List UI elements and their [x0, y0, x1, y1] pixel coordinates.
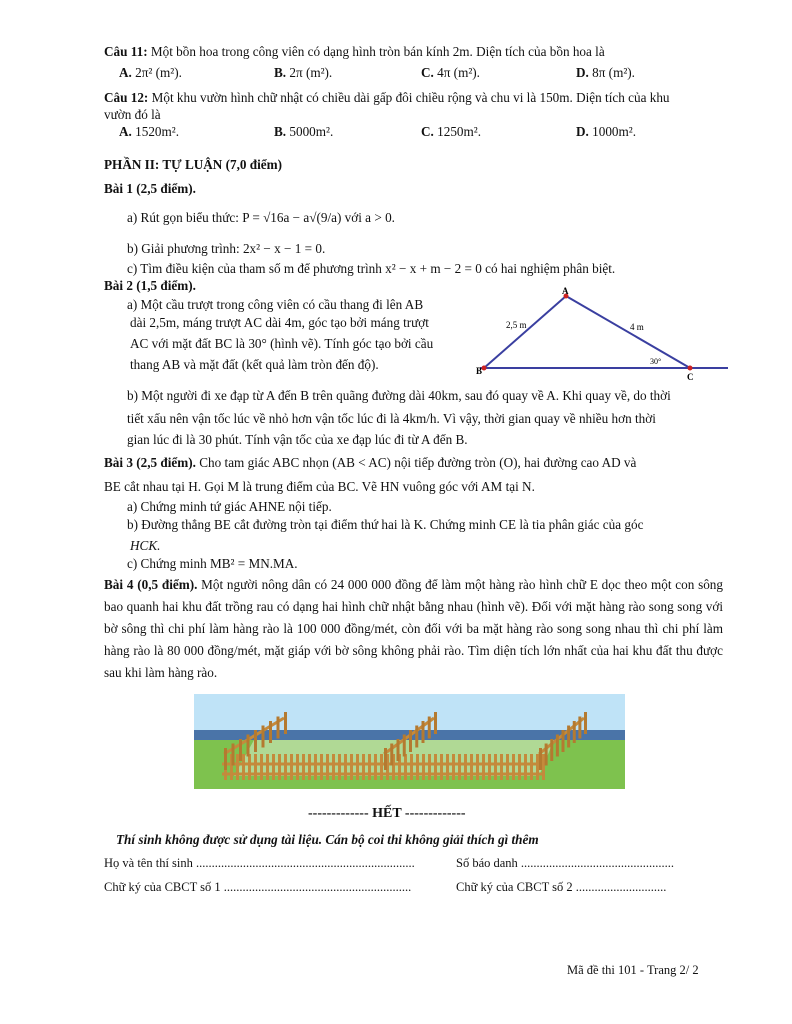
bai2-a-line2: dài 2,5m, máng trượt AC dài 4m, góc tạo bởi máng trượt — [130, 315, 429, 330]
fence-picket — [416, 754, 419, 780]
option-letter: C. — [421, 65, 434, 80]
fence-picket — [390, 744, 393, 766]
fence-picket — [296, 754, 299, 780]
fence-picket — [500, 754, 503, 780]
page-footer: Mã đề thi 101 - Trang 2/ 2 — [567, 963, 699, 977]
fence-picket — [224, 748, 227, 770]
fence-picket — [403, 735, 406, 757]
bai2-a-line1: a) Một cầu trượt trong công viên có cầu thang đi lên AB — [127, 297, 424, 312]
fence-picket — [494, 754, 497, 780]
bai3-part-a: a) Chứng minh tứ giác AHNE nội tiếp. — [127, 499, 332, 514]
part2-title: PHẦN II: TỰ LUẬN (7,0 điểm) — [104, 157, 283, 172]
fence-picket — [422, 754, 425, 780]
fence-picket — [356, 754, 359, 780]
bai3-line1 — [104, 455, 636, 471]
fence-picket — [482, 754, 485, 780]
angle-label: 30° — [650, 357, 662, 366]
fence-picket — [272, 754, 275, 780]
fence-picket — [452, 754, 455, 780]
fence-picket — [518, 754, 521, 780]
option-value: 5000m². — [289, 124, 334, 139]
option-value: 1520m². — [135, 124, 180, 139]
q12-option-d — [576, 124, 636, 140]
segment-ac — [566, 296, 690, 368]
option-value: 4π (m²). — [437, 65, 480, 80]
fence-picket — [284, 754, 287, 780]
proctor2-signature-field[interactable]: Chữ ký của CBCT số 2 ............................. — [456, 880, 667, 894]
candidate-name-field[interactable]: Họ và tên thí sinh ...................................................................... — [104, 856, 415, 870]
fence-picket — [434, 754, 437, 780]
option-letter: B. — [274, 124, 287, 139]
q12-option-a — [119, 124, 179, 140]
fence-picket — [476, 754, 479, 780]
option-letter: D. — [576, 65, 589, 80]
fence-picket — [536, 754, 539, 780]
fence-picket — [239, 739, 242, 761]
fence-picket — [248, 754, 251, 780]
fence-picket — [446, 754, 449, 780]
label-c: C — [687, 372, 694, 382]
fence-picket — [262, 726, 265, 748]
fence-picket — [578, 717, 581, 739]
fence-picket — [397, 739, 400, 761]
length-ac: 4 m — [630, 322, 644, 332]
fence-picket — [277, 717, 280, 739]
bai4-title: Bài 4 (0,5 điểm). — [104, 577, 198, 592]
fence-picket — [247, 735, 250, 757]
fence-picket — [542, 754, 545, 780]
fence-picket — [269, 721, 272, 743]
option-value: 2π (m²). — [289, 65, 333, 80]
fence-picket — [464, 754, 467, 780]
fence-picket — [368, 754, 371, 780]
q12-option-b — [274, 124, 333, 140]
bai2-title: Bài 2 (1,5 điểm). — [104, 278, 196, 293]
fence-picket — [362, 754, 365, 780]
fence-picket — [290, 754, 293, 780]
end-marker: ------------- HẾT ------------- — [308, 806, 466, 821]
fence-picket — [384, 748, 387, 770]
fence-picket — [254, 754, 257, 780]
bai2-a-line3: AC với mặt đất BC là 30° (hình vẽ). Tính góc tạo bởi cầu — [130, 336, 434, 351]
option-letter: D. — [576, 124, 589, 139]
bai3-part-b2: HCK. — [130, 538, 161, 553]
q11-option-d — [576, 65, 635, 81]
fence-picket — [434, 712, 437, 734]
point-c — [688, 366, 693, 371]
fence-picket — [428, 754, 431, 780]
fence-illustration — [194, 694, 625, 789]
fence-picket — [260, 754, 263, 780]
fence-picket — [530, 754, 533, 780]
fence-picket — [320, 754, 323, 780]
option-value: 8π (m²). — [592, 65, 635, 80]
bai3-part-c: c) Chứng minh MB² = MN.MA. — [127, 556, 298, 571]
fence-picket — [338, 754, 341, 780]
slide-triangle-figure — [470, 284, 732, 384]
fence-picket — [236, 754, 239, 780]
bai3-text1: Cho tam giác ABC nhọn (AB < AC) nội tiếp đường tròn (O), hai đường cao AD và — [199, 455, 637, 470]
fence-picket — [415, 726, 418, 748]
fence-picket — [422, 721, 425, 743]
length-ab: 2,5 m — [506, 320, 527, 330]
fence-picket — [428, 717, 431, 739]
q12-question — [104, 90, 670, 106]
label-a: A — [562, 286, 569, 296]
fence-picket — [573, 721, 576, 743]
option-letter: A. — [119, 124, 132, 139]
q11-option-b — [274, 65, 332, 81]
q12-option-c — [421, 124, 481, 140]
fence-picket — [410, 754, 413, 780]
option-letter: A. — [119, 65, 132, 80]
q11-text: Một bồn hoa trong công viên có dạng hình tròn bán kính 2m. Diện tích của bồn hoa là — [150, 44, 605, 59]
fence-picket — [506, 754, 509, 780]
fence-picket — [308, 754, 311, 780]
bai1-title: Bài 1 (2,5 điểm). — [104, 181, 196, 196]
fence-picket — [314, 754, 317, 780]
fence-picket — [284, 712, 287, 734]
label-b: B — [476, 366, 483, 376]
fence-picket — [488, 754, 491, 780]
fence-picket — [539, 748, 542, 770]
fence-picket — [374, 754, 377, 780]
q12-text-line1: Một khu vườn hình chữ nhật có chiều dài gấp đôi chiều rộng và chu vi là 150m. Diện tích của khu — [151, 90, 670, 105]
option-value: 2π² (m²). — [135, 65, 182, 80]
fence-picket — [556, 735, 559, 757]
q11-label: Câu 11: — [104, 44, 148, 59]
fence-picket — [545, 744, 548, 766]
bai4-text: Một người nông dân có 24 000 000 đồng để làm một hàng rào hình chữ E dọc theo một con sông bao quanh hai khu đất trồng rau có dạng hai hình chữ nhật bằng nhau (hình vẽ). Đối với mặt hàng rào song song với bờ sông thì chi phí làm hàng rào là 100 000 đồng/mét, còn đối với ba mặt hàng rào song song nhau thì chi phí làm hàng rào là 80 000 đồng/mét, mặt giáp với bờ sông không phải rào. Tìm diện tích lớn nhất của hai khu đất thu được sau khi làm hàng rào. — [104, 577, 723, 680]
fence-picket — [440, 754, 443, 780]
bai1-part-c: c) Tìm điều kiện của tham số m để phương trình x² − x + m − 2 = 0 có hai nghiệm phân biệt. — [127, 261, 616, 276]
fence-picket — [470, 754, 473, 780]
option-value: 1250m². — [437, 124, 482, 139]
bai2-b-line3: gian lúc đi là 30 phút. Tính vận tốc của xe đạp lúc đi từ A đến B. — [127, 432, 468, 447]
fence-picket — [524, 754, 527, 780]
bai2-b-line1: b) Một người đi xe đạp từ A đến B trên quãng đường dài 40km, sau đó quay về A. Khi quay về, do thời — [127, 388, 671, 403]
option-letter: C. — [421, 124, 434, 139]
fence-picket — [344, 754, 347, 780]
fence-picket — [254, 730, 257, 752]
point-b — [482, 366, 487, 371]
exam-note: Thí sinh không được sử dụng tài liệu. Cán bộ coi thi không giải thích gì thêm — [116, 832, 539, 847]
fence-picket — [232, 744, 235, 766]
q12-text-line2: vườn đó là — [104, 107, 161, 122]
proctor1-signature-field[interactable]: Chữ ký của CBCT số 1 ............................................................ — [104, 880, 412, 894]
bai3-line2: BE cắt nhau tại H. Gọi M là trung điểm của BC. Vẽ HN vuông góc với AM tại N. — [104, 479, 535, 494]
bai3-title: Bài 3 (2,5 điểm). — [104, 455, 196, 470]
bai3-part-b1: b) Đường thẳng BE cắt đường tròn tại điểm thứ hai là K. Chứng minh CE là tia phân giác của góc — [127, 517, 644, 532]
fence-picket — [332, 754, 335, 780]
q11-question — [104, 44, 605, 60]
fence-picket — [584, 712, 587, 734]
candidate-number-field[interactable]: Số báo danh ................................................. — [456, 856, 675, 870]
fence-picket — [302, 754, 305, 780]
bai2-b-line2: tiết xấu nên vận tốc lúc về nhỏ hơn vận tốc lúc đi là 4km/h. Vì vậy, thời gian quay về nhiều hơn thời — [127, 411, 656, 426]
q12-label: Câu 12: — [104, 90, 149, 105]
fence-picket — [409, 730, 412, 752]
bai4-paragraph — [104, 574, 723, 684]
fence-picket — [512, 754, 515, 780]
segment-ab — [484, 296, 566, 368]
option-value: 1000m². — [592, 124, 637, 139]
fence-picket — [404, 754, 407, 780]
fence-picket — [242, 754, 245, 780]
q11-option-c — [421, 65, 480, 81]
fence-picket — [266, 754, 269, 780]
option-letter: B. — [274, 65, 287, 80]
fence-picket — [326, 754, 329, 780]
q11-option-a — [119, 65, 182, 81]
bai1-part-a: a) Rút gọn biểu thức: P = √16a − a√(9/a) với a > 0. — [127, 210, 395, 225]
fence-picket — [458, 754, 461, 780]
fence-picket — [380, 754, 383, 780]
fence-picket — [550, 739, 553, 761]
bai1-part-b: b) Giải phương trình: 2x² − x − 1 = 0. — [127, 241, 326, 256]
fence-picket — [567, 726, 570, 748]
fence-picket — [278, 754, 281, 780]
bai2-a-line4: thang AB và mặt đất (kết quả làm tròn đến độ). — [130, 357, 379, 372]
fence-picket — [350, 754, 353, 780]
fence-picket — [562, 730, 565, 752]
